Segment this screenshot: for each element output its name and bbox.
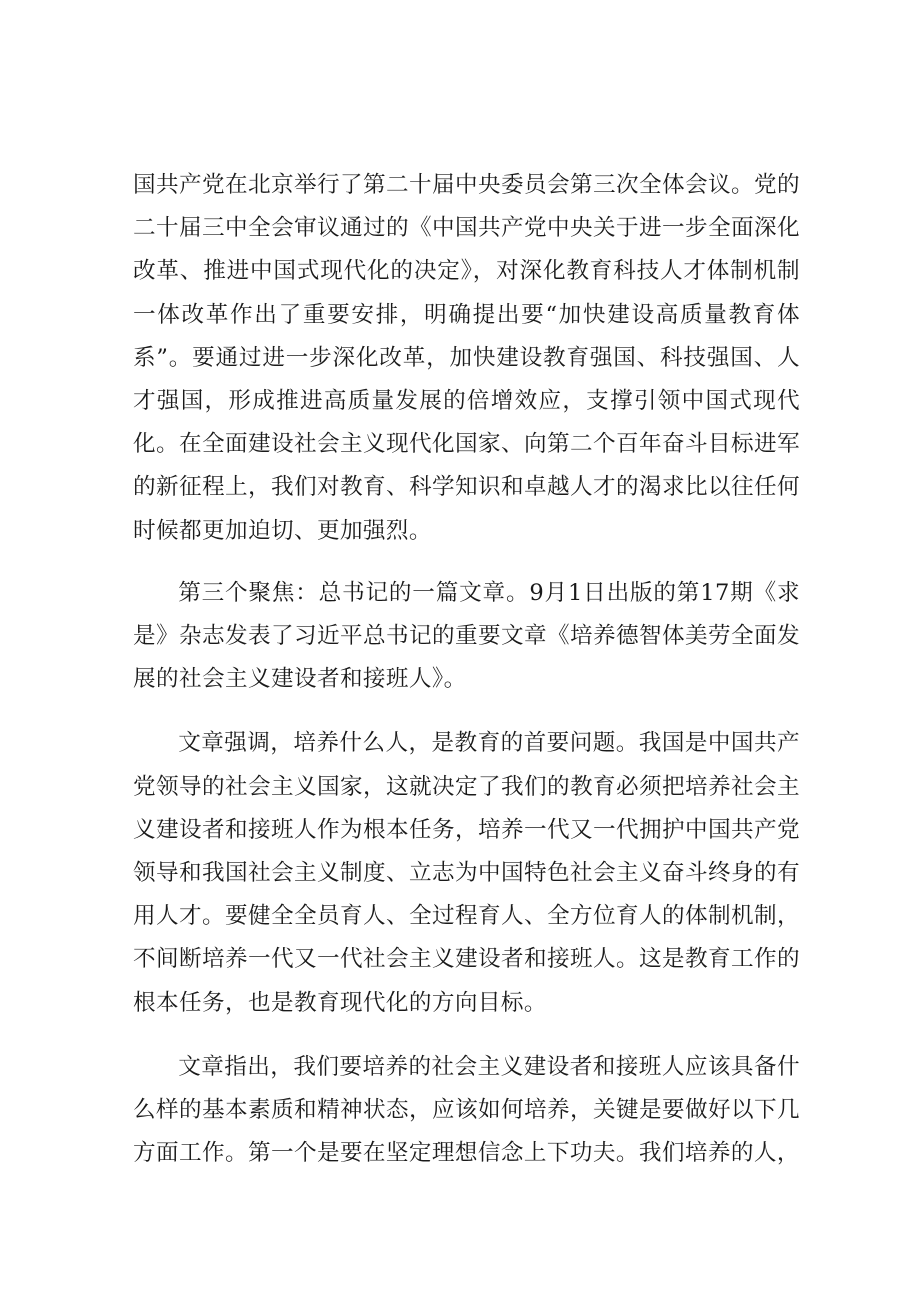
paragraph-article-emphasis: 文章强调，培养什么人，是教育的首要问题。我国是中国共产党领导的社会主义国家，这就决定了我们的教育必须把培养社会主义建设者和接班人作为根本任务，培养一代又一代拥护中国共产党领导和我国社会主义制度、立志为中国特色社会主义奋斗终身的有用人才。要健全全员育人、全过程育人、全方位育人的体制机制，不间断培养一代又一代社会主义建设者和接班人。这是教育工作的根本任务，也是教育现代化的方向目标。	[133, 730, 800, 1016]
paragraph-article-points: 文章指出，我们要培养的社会主义建设者和接班人应该具备什么样的基本素质和精神状态，应该如何培养，关键是要做好以下几方面工作。第一个是要在坚定理想信念上下功夫。我们培养的人，	[133, 1053, 800, 1167]
paragraph-continuation: 国共产党在北京举行了第二十届中央委员会第三次全体会议。党的二十届三中全会审议通过的《中国共产党中央关于进一步全面深化改革、推进中国式现代化的决定》，对深化教育科技人才体制机制一体改革作出了重要安排，明确提出要“加快建设高质量教育体系”。要通过进一步深化改革，加快建设教育强国、科技强国、人才强国，形成推进高质量发展的倍增效应，支撑引领中国式现代化。在全面建设社会主义现代化国家、向第二个百年奋斗目标进军的新征程上，我们对教育、科学知识和卓越人才的渴求比以往任何时候都更加迫切、更加强烈。	[133, 172, 800, 544]
paragraph-third-focus: 第三个聚焦：总书记的一篇文章。9月1日出版的第17期《求是》杂志发表了习近平总书记的重要文章《培养德智体美劳全面发展的社会主义建设者和接班人》。	[133, 579, 800, 693]
